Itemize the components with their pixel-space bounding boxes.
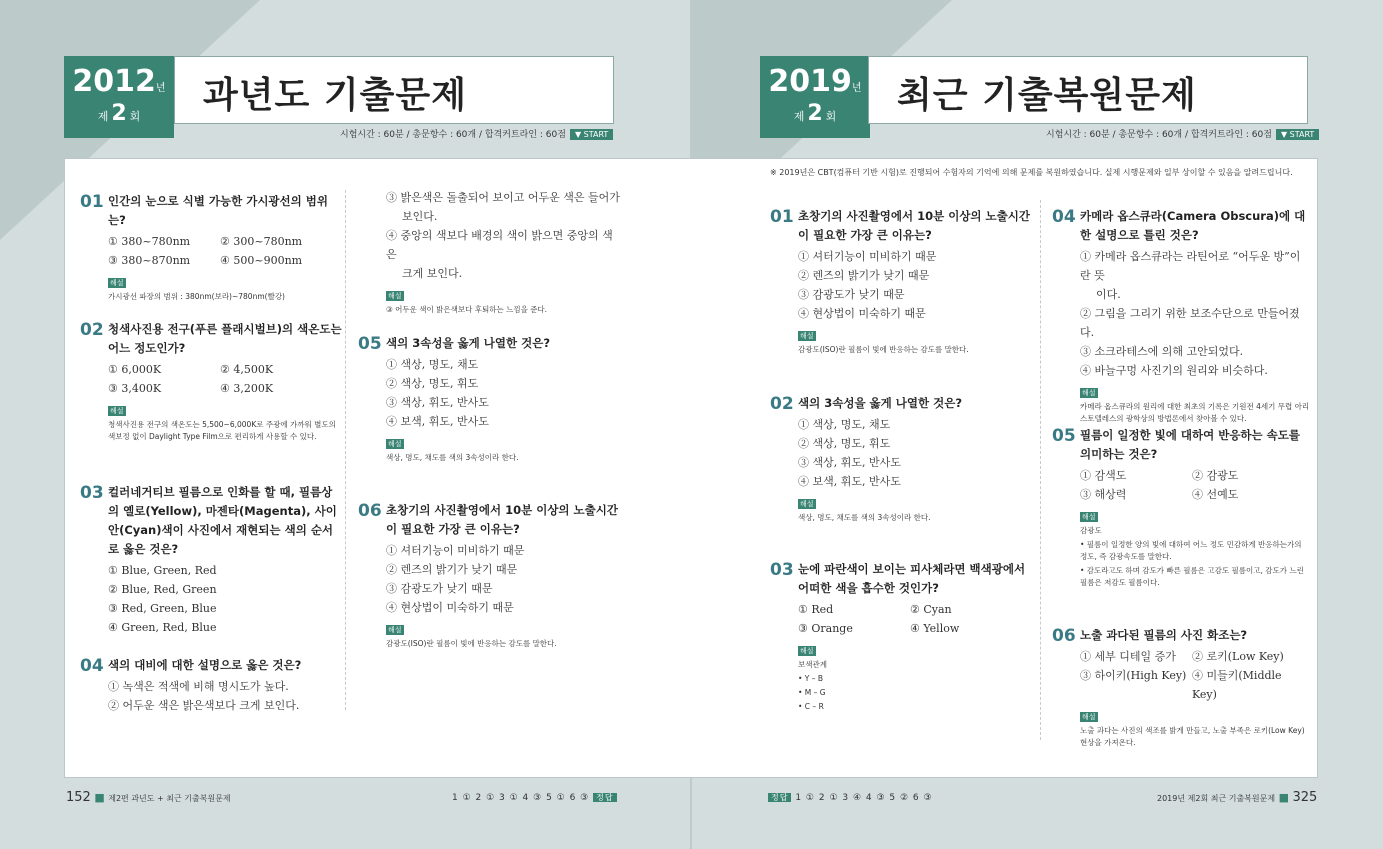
question-number: 06 [1052, 626, 1076, 646]
option: ④ 3,200K [220, 382, 274, 395]
year: 2012 [72, 64, 156, 99]
explanation-tag: 해설 [800, 332, 814, 340]
explanation: 청색사진용 전구의 색온도는 5,500~6,000K로 주광에 가까워 별도의 색보정 없이 Daylight Type Film으로 편리하게 사용할 수 있다. [108, 420, 336, 441]
page-number: 325 [1292, 790, 1318, 805]
start-badge: ▼ START [570, 129, 613, 140]
question-l04-continued [358, 188, 620, 316]
option: ④ 바늘구멍 사진기의 원리와 비슷하다. [1080, 364, 1268, 377]
explanation-tag: 해설 [388, 440, 402, 448]
option: ④ 중앙의 색보다 배경의 색이 밝으면 중앙의 색은 [386, 229, 613, 261]
answer-tag: 정답 [768, 793, 791, 802]
option: ② 로키(Low Key) [1192, 650, 1284, 663]
explanation-tag: 해설 [1082, 513, 1096, 521]
question-number: 05 [1052, 426, 1076, 446]
option: ② 300~780nm [220, 235, 303, 248]
round-prefix: 제 [793, 110, 805, 123]
question-number: 04 [80, 656, 104, 676]
option-continued: 이다. [1096, 288, 1121, 301]
round-suffix: 회 [129, 110, 141, 123]
option: ① 세부 디테일 증가 [1080, 650, 1176, 663]
title-banner-left [174, 56, 614, 124]
question-stem: 청색사진용 전구(푸른 플래시벌브)의 색온도는 어느 정도인가? [108, 322, 342, 355]
option: ① 셔터기능이 미비하기 때문 [386, 544, 525, 557]
answer-list: 1 ① 2 ① 3 ① 4 ③ 5 ① 6 ③ [452, 793, 590, 803]
option: ③ Red, Green, Blue [108, 602, 217, 615]
option-continued: 크게 보인다. [402, 267, 463, 280]
option: ② 색상, 명도, 휘도 [798, 437, 891, 450]
start-badge: ▼ START [1276, 129, 1319, 140]
option: ① 색상, 명도, 채도 [386, 358, 479, 371]
option: ① 셔터기능이 미비하기 때문 [798, 250, 937, 263]
explanation-tag: 해설 [1082, 713, 1096, 721]
option: ③ 색상, 휘도, 반사도 [798, 456, 901, 469]
question-stem: 색의 대비에 대한 설명으로 옳은 것은? [108, 658, 302, 672]
option: ② 4,500K [220, 363, 274, 376]
option: ③ 해상력 [1080, 488, 1127, 501]
question-stem: 노출 과다된 필름의 사진 화조는? [1080, 628, 1248, 642]
question-r05 [1052, 426, 1310, 589]
option: ③ Orange [798, 622, 853, 635]
option: ② 감광도 [1192, 469, 1239, 482]
question-l03 [80, 483, 342, 637]
option: ② 렌즈의 밝기가 낮기 때문 [798, 269, 930, 282]
explanation-line: • C – R [798, 702, 824, 711]
explanation-tag: 해설 [388, 626, 402, 634]
question-number: 04 [1052, 207, 1076, 227]
option: ① 녹색은 적색에 비해 명시도가 높다. [108, 680, 289, 693]
explanation-line: • M – G [798, 688, 826, 697]
year-badge-left [64, 56, 174, 138]
round-prefix: 제 [97, 110, 109, 123]
page-footer-left [66, 790, 231, 805]
answer-tag: 정답 [593, 793, 616, 802]
explanation-tag: 해설 [1082, 389, 1096, 397]
year-suffix: 년 [851, 83, 862, 94]
question-r02 [770, 394, 1032, 524]
option: ② Cyan [910, 603, 952, 616]
question-number: 02 [80, 320, 104, 340]
page-title: 과년도 기출문제 [203, 75, 467, 116]
option: ③ 색상, 휘도, 반사도 [386, 396, 489, 409]
exam-meta-left [340, 127, 613, 140]
option: ③ 감광도가 낮기 때문 [798, 288, 905, 301]
question-r03 [770, 560, 1032, 713]
explanation-tag: 해설 [800, 647, 814, 655]
explanation-tag: 해설 [388, 292, 402, 300]
option: ① 카메라 옵스큐라는 라틴어로 “어두운 방”이란 뜻 [1080, 250, 1301, 282]
explanation: 색상, 명도, 채도를 색의 3속성이라 한다. [386, 453, 519, 462]
question-stem: 초창기의 사진촬영에서 10분 이상의 노출시간이 필요한 가장 큰 이유는? [386, 503, 618, 536]
option: ① Red [798, 603, 834, 616]
title-banner-right [868, 56, 1308, 124]
square-icon: ■ [94, 791, 105, 804]
option: ④ Green, Red, Blue [108, 621, 217, 634]
page-number: 152 [66, 790, 91, 805]
question-number: 03 [770, 560, 794, 580]
explanation-line: • 필름이 일정한 양의 빛에 대하여 어느 정도 민감하게 반응하는가의 정도, 즉 감광속도를 말한다. [1080, 540, 1302, 561]
exam-info: 시험시간 : 60분 / 총문항수 : 60개 / 합격커트라인 : 60점 [1046, 130, 1272, 140]
question-number: 05 [358, 334, 382, 354]
option: ② 어두운 색은 밝은색보다 크게 보인다. [108, 699, 300, 712]
explanation-heading: 보색관계 [798, 660, 827, 669]
footer-label: 제2편 과년도 + 최근 기출복원문제 [108, 794, 231, 803]
question-number: 01 [770, 207, 794, 227]
question-stem: 초창기의 사진촬영에서 10분 이상의 노출시간이 필요한 가장 큰 이유는? [798, 209, 1030, 242]
square-icon: ■ [1278, 791, 1289, 804]
question-stem: 색의 3속성을 옳게 나열한 것은? [386, 336, 550, 350]
column-divider [1040, 200, 1041, 740]
option: ③ 3,400K [108, 382, 162, 395]
year-badge-right [760, 56, 870, 138]
question-l01 [80, 192, 342, 303]
question-l02 [80, 320, 342, 443]
explanation: 감광도(ISO)란 필름이 빛에 반응하는 감도를 말한다. [386, 639, 557, 648]
round-number: 2 [111, 101, 127, 126]
explanation: 감광도(ISO)란 필름이 빛에 반응하는 감도를 말한다. [798, 345, 969, 354]
question-number: 03 [80, 483, 104, 503]
round-number: 2 [807, 101, 823, 126]
exam-info: 시험시간 : 60분 / 총문항수 : 60개 / 합격커트라인 : 60점 [340, 130, 566, 140]
option: ② Blue, Red, Green [108, 583, 217, 596]
question-l04 [80, 656, 342, 715]
year-suffix: 년 [155, 83, 166, 94]
option: ③ 하이키(High Key) [1080, 669, 1187, 682]
explanation-line: • 감도라고도 하며 감도가 빠른 필름은 고감도 필름이고, 감도가 느린 필름은 저감도 필름이다. [1080, 566, 1304, 587]
option: ② 색상, 명도, 휘도 [386, 377, 479, 390]
answer-key-left [452, 792, 617, 803]
question-l05 [358, 334, 620, 464]
year: 2019 [768, 64, 852, 99]
explanation-tag: 해설 [110, 407, 124, 415]
explanation-tag: 해설 [800, 500, 814, 508]
option: ① 감색도 [1080, 469, 1127, 482]
option-continued: 보인다. [402, 210, 438, 223]
question-number: 06 [358, 501, 382, 521]
question-stem: 인간의 눈으로 식별 가능한 가시광선의 범위는? [108, 194, 328, 227]
option: ④ 현상법이 미숙하기 때문 [386, 601, 514, 614]
option: ④ 500~900nm [220, 254, 303, 267]
option: ③ 380~870nm [108, 254, 191, 267]
question-r01 [770, 207, 1032, 356]
exam-meta-right [1046, 127, 1319, 140]
option: ④ 보색, 휘도, 반사도 [798, 475, 901, 488]
option: ④ Yellow [910, 622, 960, 635]
question-l06 [358, 501, 620, 650]
option: ② 렌즈의 밝기가 낮기 때문 [386, 563, 518, 576]
explanation: 가시광선 파장의 범위 : 380nm(보라)~780nm(빨강) [108, 292, 285, 301]
question-r06 [1052, 626, 1310, 749]
option: ④ 선예도 [1192, 488, 1239, 501]
option: ④ 현상법이 미숙하기 때문 [798, 307, 926, 320]
explanation: ③ 어두운 색이 밝은색보다 후퇴하는 느낌을 준다. [386, 305, 548, 314]
question-number: 02 [770, 394, 794, 414]
answer-key-right [768, 792, 933, 803]
option: ① Blue, Green, Red [108, 564, 217, 577]
question-stem: 컬러네거티브 필름으로 인화를 할 때, 필름상의 옐로(Yellow), 마젠타(Magenta), 사이안(Cyan)색이 사진에서 재현되는 색의 순서로 옳은 것은? [108, 485, 337, 556]
option: ① 380~780nm [108, 235, 191, 248]
notice: ※ 2019년은 CBT(컴퓨터 기반 시험)로 진행되어 수험자의 기억에 의해 문제를 복원하였습니다. 실제 시행문제와 일부 상이할 수 있음을 알려드립니다. [770, 168, 1293, 177]
option: ③ 밝은색은 돌출되어 보이고 어두운 색은 들어가 [386, 191, 620, 204]
option: ④ 미들키(Middle Key) [1192, 669, 1282, 701]
footer-label: 2019년 제2회 최근 기출복원문제 [1157, 794, 1276, 803]
explanation: 노출 과다는 사진의 색조를 밝게 만들고, 노출 부족은 로키(Low Key)현상을 가져온다. [1080, 726, 1305, 747]
option: ① 색상, 명도, 채도 [798, 418, 891, 431]
option: ② 그림을 그리기 위한 보조수단으로 만들어졌다. [1080, 307, 1300, 339]
option: ① 6,000K [108, 363, 162, 376]
question-stem: 카메라 옵스큐라(Camera Obscura)에 대한 설명으로 틀린 것은? [1080, 209, 1306, 242]
page-title: 최근 기출복원문제 [897, 75, 1197, 116]
round-suffix: 회 [825, 110, 837, 123]
explanation-tag: 해설 [110, 279, 124, 287]
answer-list: 1 ① 2 ① 3 ④ 4 ③ 5 ② 6 ③ [795, 793, 933, 803]
explanation-line: • Y – B [798, 674, 824, 683]
question-stem: 필름이 일정한 빛에 대하여 반응하는 속도를 의미하는 것은? [1080, 428, 1300, 461]
explanation: 카메라 옵스큐라의 원리에 대한 최초의 기록은 기원전 4세기 무렵 아리스토텔레스의 광학상의 방법론에서 찾아볼 수 있다. [1080, 402, 1310, 423]
column-divider [345, 190, 346, 710]
option: ③ 소크라테스에 의해 고안되었다. [1080, 345, 1244, 358]
question-number: 01 [80, 192, 104, 212]
question-r04 [1052, 207, 1310, 425]
explanation: 색상, 명도, 채도를 색의 3속성이라 한다. [798, 513, 931, 522]
option: ④ 보색, 휘도, 반사도 [386, 415, 489, 428]
question-stem: 눈에 파란색이 보이는 피사체라면 백색광에서 어떠한 색을 흡수한 것인가? [798, 562, 1026, 595]
page-footer-right [1157, 790, 1317, 805]
option: ③ 감광도가 낮기 때문 [386, 582, 493, 595]
explanation-heading: 감광도 [1080, 526, 1102, 535]
question-stem: 색의 3속성을 옳게 나열한 것은? [798, 396, 962, 410]
